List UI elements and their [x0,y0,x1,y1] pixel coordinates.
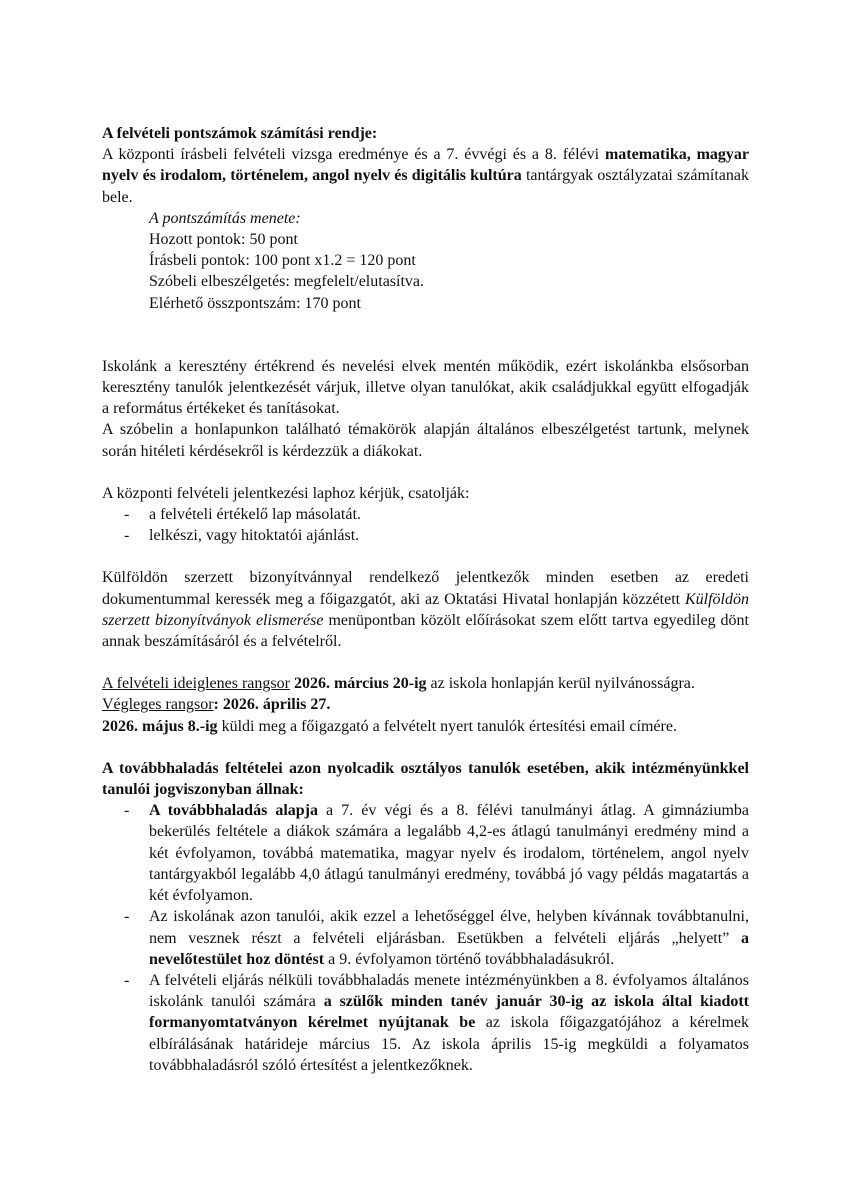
intro-subjects: matematika, magyar nyelv és irodalom, történelem, angol nyelv és digitális kultúra [102,146,749,185]
parent-request-label: a szülők minden tanév január 30-ig az iskola által kiadott formanyomtatványon kérelmet nyújtanak be [149,993,750,1032]
bullet-dash: - [124,527,130,545]
list-item-text: A felvételi eljárás nélküli továbbhaladás menete intézményünkben a 8. évfolyamos általános iskolánk tanulói számára [149,971,749,1011]
calc-line: Szóbeli elbeszélgetés: megfelelt/elutasítva. [149,273,425,291]
intro-text-end: tantárgyak osztályzatai számítanak bele. [102,167,750,206]
foreign-certificate-paragraph [102,567,749,652]
section-heading-progression: A továbbhaladás feltételei azon nyolcadik osztályos tanulók esetében, akik intézményünkkel tanulói jogviszonyban állnak: [102,759,749,799]
spacer [102,652,749,673]
notification-date: 2026. május 8.-ig [102,717,218,735]
calc-title [102,208,749,229]
bullet-dash: - [124,506,130,524]
spacer [102,314,749,335]
foreign-menu-title: Külföldön szerzett bizonyítványok elismerése [102,590,749,629]
list-item [102,525,749,546]
final-ranking-date: : 2026. április 27. [213,696,331,714]
final-ranking-line [102,694,749,715]
oral-exam-paragraph: A szóbelin a honlapunkon található témakörök alapján általános elbeszélgetést tartunk, melynek során hitéleti kérdésekről is kérdezzük a diákokat. [102,421,749,460]
spacer [102,462,749,483]
calc-line: Hozott pontok: 50 pont [149,231,298,249]
provisional-ranking-label: A felvételi ideiglenes rangsor [102,675,290,693]
list-item [102,970,749,1076]
foreign-text: Külföldön szerzett bizonyítvánnyal rendelkező jelentkezők minden esetben az eredeti dokumentummal keressék meg a főigazgatót, aki az Oktatási Hivatal honlapján közzétett [102,569,749,608]
list-item [102,800,749,906]
list-item-text: Az iskolának azon tanulói, akik ezzel a lehetőséggel élve, helyben kívánnak továbbtanulni, nem vesznek részt a felvételi eljárásban. Esetükben a felvételi eljárás „helyett” [149,908,749,947]
spacer [102,737,749,758]
list-item-text-end: a 9. évfolyamon történő továbbhaladásukról. [324,950,615,968]
bullet-dash: - [124,971,130,989]
values-paragraph: Iskolánk a keresztény értékrend és nevelési elvek mentén működik, ezért iskolánkba elsősorban keresztény tanulók jelentkezését várjuk, illetve olyan tanulókat, akik családjukkal együtt elfogadják a református értékeket és tanításokat. [102,357,749,418]
notification-line [102,716,749,737]
foreign-text-end: menüpontban közölt előírásokat szem előtt tartva egyedileg dönt annak beszámításáról és a felvételről. [102,611,749,651]
final-ranking-label: Végleges rangsor [102,696,214,714]
list-item-text-end: az iskola főigazgatójához a kérelmek elbírálásának határideje március 15. Az iskola április 15-ig megküldi a folyamatos továbbhaladásról szóló értesítést a jelentkezőknek. [149,1014,749,1074]
calc-title-text: A pontszámítás menete: [149,209,301,227]
bullet-dash: - [124,908,130,926]
attachments-intro: A központi felvételi jelentkezési laphoz kérjük, csatolják: [102,484,470,502]
scoring-intro-paragraph [102,144,749,208]
list-item-text: a 7. év végi és a 8. félévi tanulmányi átlag. A gimnáziumba bekerülés feltétele a diákok számára a legalább 4,2-es átlagú tanulmányi eredmény mind a két évfolyamon, továbbá matematika, magyar nyelv és irodalom, történelem, angol nyelv tantárgyakból legalább 4,0 átlagú tanulmányi eredmény, továbbá jó vagy példás magatartás a két évfolyamon. [149,802,749,905]
list-item-text: lelkészi, vagy hitoktatói ajánlást. [149,527,360,545]
spacer [102,546,749,567]
notification-text: küldi meg a főigazgató a felvételt nyert tanulók értesítési email címére. [217,717,677,735]
list-item [102,906,749,970]
provisional-ranking-text: az iskola honlapján kerül nyilvánosságra. [426,675,695,693]
list-item-text: a felvételi értékelő lap másolatát. [149,506,361,524]
document-page [102,123,749,1076]
calc-line: Elérhető összpontszám: 170 pont [149,294,361,312]
spacer [102,335,749,356]
provisional-ranking-date: 2026. március 20-ig [289,675,427,693]
provisional-ranking-line [102,673,749,694]
calc-line: Írásbeli pontok: 100 pont x1.2 = 120 pont [149,252,416,270]
progression-basis-label: A továbbhaladás alapja [149,802,319,820]
list-item [102,504,749,525]
bullet-dash: - [124,802,130,820]
staff-decision-label: a nevelőtestület hoz döntést [149,929,749,968]
section-heading-scoring: A felvételi pontszámok számítási rendje: [102,125,378,142]
intro-text: A központi írásbeli felvételi vizsga eredménye és a 7. évvégi és a 8. félévi [102,146,605,164]
